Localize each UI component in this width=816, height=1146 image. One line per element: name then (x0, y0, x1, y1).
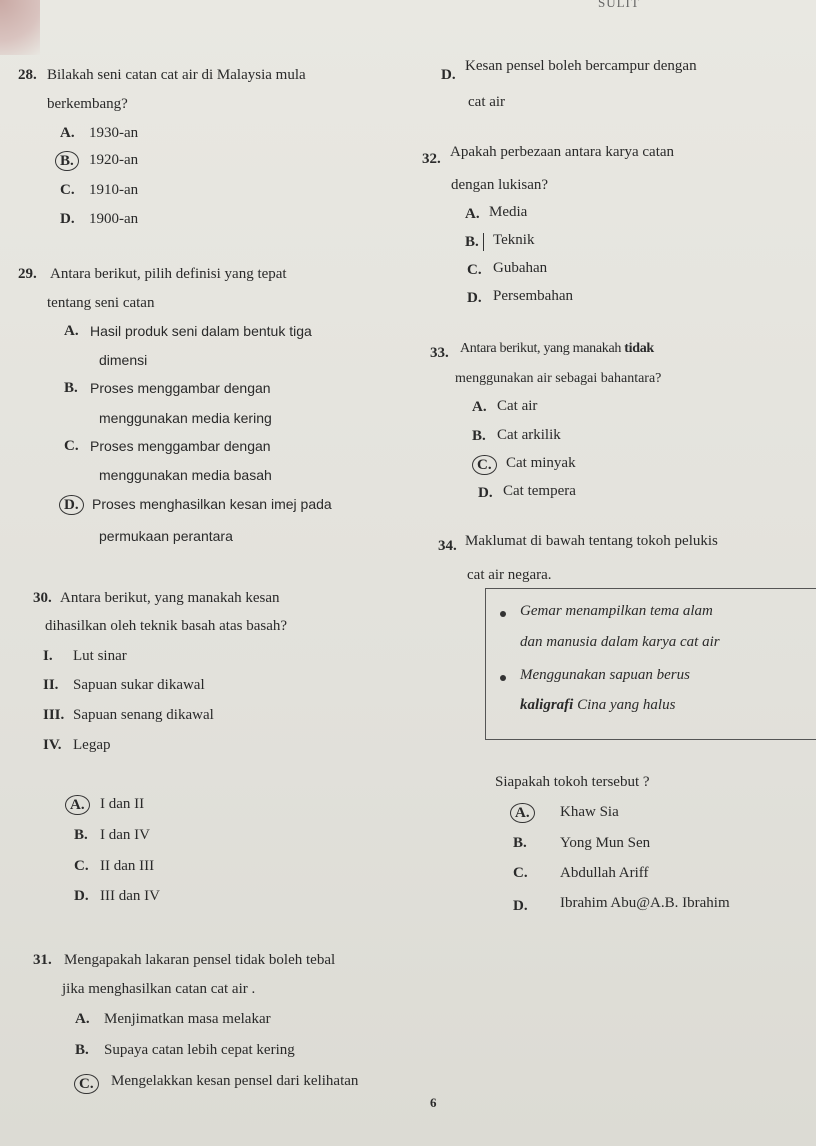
q31-text-1: Mengapakah lakaran pensel tidak boleh tebal (64, 952, 336, 968)
answer-circle: A. (510, 803, 535, 823)
q33-number: 33. (430, 345, 449, 361)
q34-opt-d[interactable]: Ibrahim Abu@A.B. Ibrahim (560, 895, 730, 911)
q30-opt-c[interactable]: II dan III (100, 858, 155, 874)
q33-opt-c[interactable]: Cat minyak (506, 455, 576, 471)
q29-opt-d-1[interactable]: Proses menghasilkan kesan imej pada (92, 496, 332, 512)
page-number: 6 (430, 1095, 437, 1110)
answer-circle: B. (55, 151, 79, 171)
q28-number: 28. (18, 67, 37, 83)
answer-mark: B. (461, 233, 484, 251)
q29-opt-d-label[interactable] (64, 495, 84, 515)
q34-opt-c[interactable]: Abdullah Ariff (560, 865, 649, 881)
q31-opt-b-label[interactable]: B. (75, 1042, 89, 1058)
q34-text-1: Maklumat di bawah tentang tokoh pelukis (465, 533, 718, 549)
q33-text-2: menggunakan air sebagai bahantara? (455, 371, 662, 386)
q34-text-2: cat air negara. (467, 567, 552, 583)
q30-opt-d[interactable]: III dan IV (100, 888, 160, 904)
q29-opt-b-2[interactable]: menggunakan media kering (99, 410, 272, 426)
q29-text-2: tentang seni catan (47, 295, 155, 311)
q28-opt-a[interactable]: 1930-an (89, 125, 139, 141)
q29-opt-a-label[interactable]: A. (64, 323, 79, 339)
q33-opt-d-label[interactable]: D. (478, 485, 493, 501)
q29-opt-b-label[interactable]: B. (64, 380, 78, 396)
q30-item-1-label: I. (43, 648, 53, 664)
q33-opt-b[interactable]: Cat arkilik (497, 427, 561, 443)
q31-opt-c[interactable]: Mengelakkan kesan pensel dari kelihatan (111, 1073, 359, 1089)
answer-circle: C. (472, 455, 497, 475)
q32-opt-c[interactable]: Gubahan (493, 260, 548, 276)
info-line-2b-rest: Cina yang halus (573, 697, 676, 713)
q34-ask: Siapakah tokoh tersebut ? (495, 774, 650, 790)
answer-circle: A. (65, 795, 90, 815)
q30-item-3-label: III. (43, 707, 65, 723)
q29-opt-c-1[interactable]: Proses menggambar dengan (90, 438, 271, 454)
q32-opt-c-label[interactable]: C. (467, 262, 482, 278)
answer-circle: C. (74, 1074, 99, 1094)
q28-text-2: berkembang? (47, 96, 128, 112)
q30-opt-c-label[interactable]: C. (74, 858, 89, 874)
bullet-icon (500, 675, 506, 681)
q28-opt-c-label[interactable]: C. (60, 182, 75, 198)
q30-item-3: Sapuan senang dikawal (73, 707, 214, 723)
q29-opt-d-2[interactable]: permukaan perantara (99, 528, 233, 544)
prev-opt-d-label[interactable]: D. (441, 67, 456, 83)
q30-opt-a[interactable]: I dan II (100, 796, 145, 812)
q28-opt-d-label[interactable]: D. (60, 211, 75, 227)
q30-text-1: Antara berikut, yang manakah kesan (60, 590, 280, 606)
q32-text-2: dengan lukisan? (451, 177, 549, 193)
q30-opt-b-label[interactable]: B. (74, 827, 88, 843)
info-line-1b: dan manusia dalam karya cat air (520, 634, 720, 650)
q32-opt-d-label[interactable]: D. (467, 290, 482, 306)
q28-opt-d[interactable]: 1900-an (89, 211, 139, 227)
q33-text-1 (460, 340, 654, 358)
info-line-2b (520, 696, 675, 714)
q32-text-1: Apakah perbezaan antara karya catan (450, 144, 675, 160)
q30-item-2: Sapuan sukar dikawal (73, 677, 205, 693)
q28-opt-b[interactable]: 1920-an (89, 152, 139, 168)
q31-text-2: jika menghasilkan catan cat air . (62, 981, 256, 997)
prev-opt-d-text-1[interactable]: Kesan pensel boleh bercampur dengan (465, 58, 697, 74)
q34-opt-a[interactable]: Khaw Sia (560, 804, 619, 820)
q32-opt-b-label[interactable] (466, 233, 484, 251)
prev-opt-d-text-2[interactable]: cat air (468, 94, 506, 110)
q32-opt-d[interactable]: Persembahan (493, 288, 573, 304)
q34-opt-d-label[interactable]: D. (513, 898, 528, 914)
q29-opt-a-2[interactable]: dimensi (99, 352, 148, 368)
q30-opt-a-label[interactable] (70, 795, 90, 815)
q30-item-4-label: IV. (43, 737, 62, 753)
q31-opt-a[interactable]: Menjimatkan masa melakar (104, 1011, 271, 1027)
q31-opt-c-label[interactable] (79, 1074, 99, 1094)
q34-opt-c-label[interactable]: C. (513, 865, 528, 881)
q29-opt-c-2[interactable]: menggunakan media basah (99, 467, 272, 483)
q30-item-1: Lut sinar (73, 648, 127, 664)
q33-opt-b-label[interactable]: B. (472, 428, 486, 444)
bullet-icon (500, 611, 506, 617)
q28-text-1: Bilakah seni catan cat air di Malaysia mula (47, 67, 306, 83)
q33-opt-a[interactable]: Cat air (497, 398, 538, 414)
q30-item-4: Legap (73, 737, 111, 753)
q33-text-1a: Antara berikut, yang manakah (460, 341, 625, 356)
q32-opt-a-label[interactable]: A. (465, 206, 480, 222)
q29-number: 29. (18, 266, 37, 282)
sulit-stamp: SULIT (598, 0, 640, 10)
q32-number: 32. (422, 151, 441, 167)
info-line-2b-bold: kaligrafi (520, 697, 574, 713)
q30-opt-b[interactable]: I dan IV (100, 827, 150, 843)
q31-opt-a-label[interactable]: A. (75, 1011, 90, 1027)
q33-opt-d[interactable]: Cat tempera (503, 483, 576, 499)
q34-opt-a-label[interactable] (515, 803, 535, 823)
q29-text-1: Antara berikut, pilih definisi yang tepat (50, 266, 287, 282)
q30-opt-d-label[interactable]: D. (74, 888, 89, 904)
q34-number: 34. (438, 538, 457, 554)
q29-opt-a-1[interactable]: Hasil produk seni dalam bentuk tiga (90, 323, 312, 339)
info-line-2a: Menggunakan sapuan berus (520, 667, 690, 683)
q34-opt-b-label[interactable]: B. (513, 835, 527, 851)
q29-opt-c-label[interactable]: C. (64, 438, 79, 454)
q29-opt-b-1[interactable]: Proses menggambar dengan (90, 380, 271, 396)
q31-opt-b[interactable]: Supaya catan lebih cepat kering (104, 1042, 295, 1058)
answer-circle: D. (59, 495, 84, 515)
q28-opt-b-label[interactable] (60, 151, 79, 171)
info-line-1a: Gemar menampilkan tema alam (520, 603, 713, 619)
q32-opt-a[interactable]: Media (489, 204, 528, 220)
q30-item-2-label: II. (43, 677, 59, 693)
paper-corner (0, 0, 40, 55)
q30-number: 30. (33, 590, 52, 606)
q33-opt-a-label[interactable]: A. (472, 399, 487, 415)
q30-text-2: dihasilkan oleh teknik basah atas basah? (45, 618, 288, 634)
q28-opt-c[interactable]: 1910-an (89, 182, 139, 198)
q34-opt-b[interactable]: Yong Mun Sen (560, 835, 651, 851)
q33-text-1b: tidak (624, 341, 654, 356)
q32-opt-b[interactable]: Teknik (493, 232, 535, 248)
q28-opt-a-label[interactable]: A. (60, 125, 75, 141)
q31-number: 31. (33, 952, 52, 968)
q33-opt-c-label[interactable] (477, 455, 497, 475)
